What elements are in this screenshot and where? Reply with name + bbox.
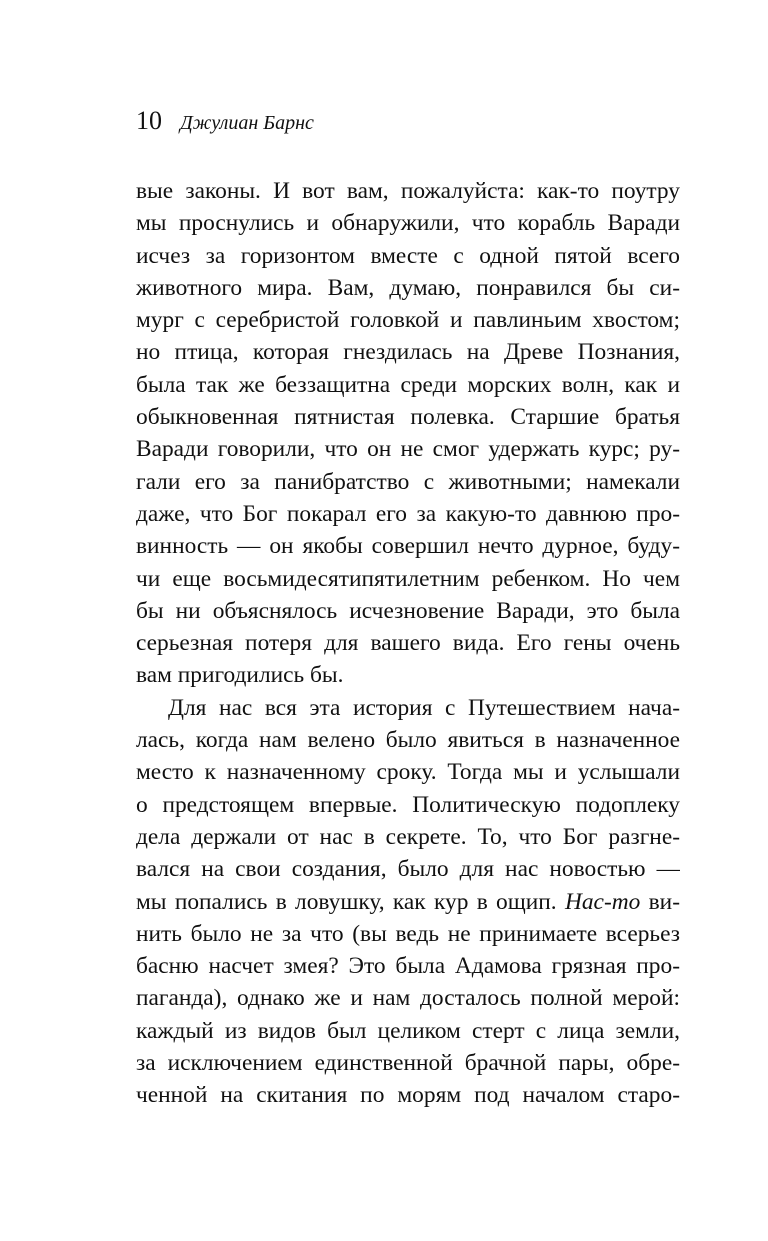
text-line: паганда), однако же и нам досталось полной мерой: xyxy=(136,985,680,1012)
text-line: животного мира. Вам, думаю, понравился бы си- xyxy=(136,274,680,301)
page-number: 10 xyxy=(136,106,162,135)
text-line: басню насчет змея? Это была Адамова грязная про- xyxy=(136,953,680,980)
text-line: Для нас вся эта история с Путешествием нача- xyxy=(168,694,680,721)
text-line: вые законы. И вот вам, пожалуйста: как-то поутру xyxy=(136,178,680,204)
text-line: вался на свои создания, было для нас новостью — xyxy=(136,856,680,883)
text-line: даже, что Бог покарал его за какую-то давнюю про- xyxy=(136,500,680,527)
text-segment: ви- xyxy=(640,888,680,915)
text-line: лась, когда нам велено было явиться в назначенное xyxy=(136,727,680,754)
text-line: серьезная потеря для вашего вида. Его гены очень xyxy=(136,630,680,657)
text-line: ченной на скитания по морям под началом старо- xyxy=(136,1082,680,1109)
text-line: винность — он якобы совершил нечто дурное, буду- xyxy=(136,533,680,560)
running-head xyxy=(136,103,314,143)
text-line: Варади говорили, что он не смог удержать курс; ру- xyxy=(136,436,680,463)
text-line: исчез за горизонтом вместе с одной пятой всего xyxy=(136,242,680,269)
text-line-with-emphasis xyxy=(136,886,680,918)
text-line: но птица, которая гнездилась на Древе Познания, xyxy=(136,339,680,366)
text-line: каждый из видов был целиком стерт с лица земли, xyxy=(136,1017,680,1044)
text-line: гали его за панибратство с животными; намекали xyxy=(136,468,680,495)
text-line: была так же беззащитна среди морских волн, как и xyxy=(136,371,680,398)
text-line: вам пригодились бы. xyxy=(136,662,344,689)
text-line: место к назначенному сроку. Тогда мы и услышали xyxy=(136,759,680,786)
running-head-author: Джулиан Барнс xyxy=(180,112,314,134)
body-text xyxy=(136,175,680,1112)
text-line: мы проснулись и обнаружили, что корабль Варади xyxy=(136,210,680,237)
text-line: бы ни объяснялось исчезновение Варади, это была xyxy=(136,597,680,624)
text-segment: мы попались в ловушку, как кур в ощип. xyxy=(136,888,565,915)
text-line: дела держали от нас в секрете. То, что Бог разгне- xyxy=(136,823,680,850)
text-line: нить было не за что (вы ведь не принимаете всерьез xyxy=(136,920,680,947)
text-line: за исключением единственной брачной пары, обре- xyxy=(136,1050,680,1077)
text-line: чи еще восьмидесятипятилетним ребенком. Но чем xyxy=(136,565,680,592)
text-line: обыкновенная пятнистая полевка. Старшие братья xyxy=(136,404,680,431)
text-line: мург с серебристой головкой и павлиньим хвостом; xyxy=(136,307,680,334)
text-line: о предстоящем впервые. Политическую подоплеку xyxy=(136,791,680,818)
emphasized-word: Нас-то xyxy=(564,888,641,915)
